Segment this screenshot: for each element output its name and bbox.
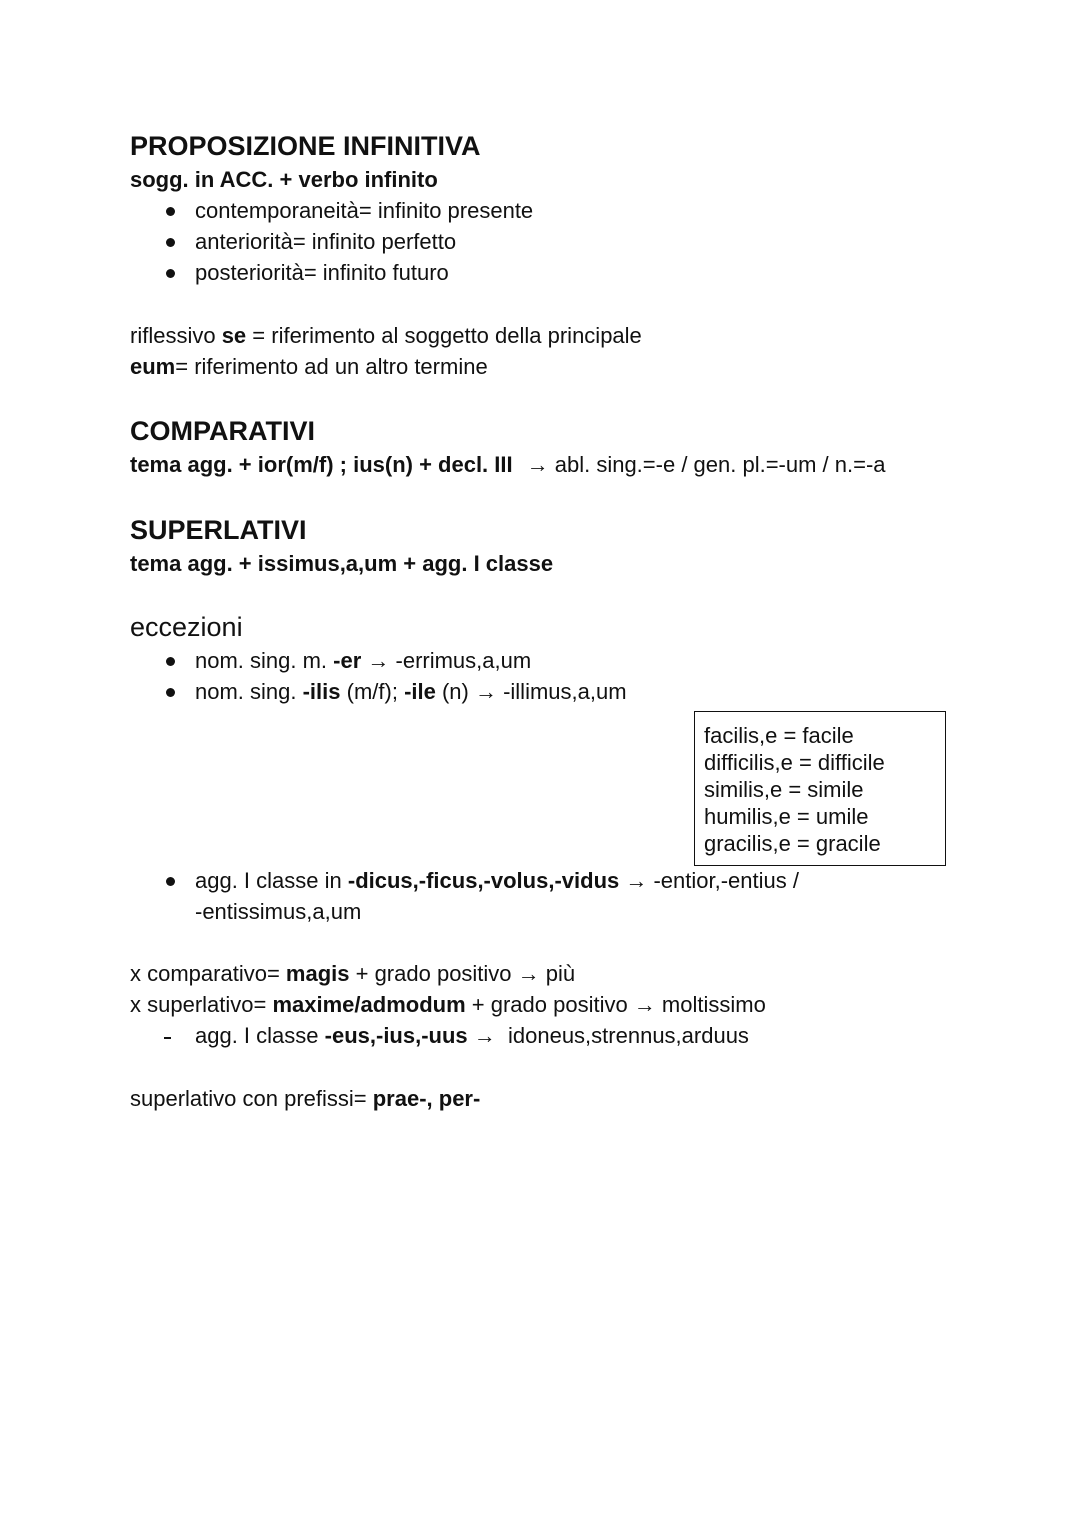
infinitiva-rule: sogg. in ACC. + verbo infinito [130, 167, 438, 192]
list-item: nom. sing. m. -er → -errimus,a,um [195, 648, 532, 673]
list-item: agg. I classe in -dicus,-ficus,-volus,-vidus → -entior,-entius / [195, 868, 799, 893]
superlativi-rule: tema agg. + issimus,a,um + agg. I classe [130, 551, 554, 576]
section-title-comparativi: COMPARATIVI [130, 416, 315, 446]
section-title-superlativi: SUPERLATIVI [130, 515, 307, 545]
dash-icon [164, 1037, 171, 1039]
examples-box [694, 711, 946, 866]
prefissi-line: superlativo con prefissi= prae-, per- [130, 1086, 481, 1111]
bullet-icon [166, 688, 175, 697]
bullet-icon [166, 877, 175, 886]
list-item: posteriorità= infinito futuro [195, 260, 449, 285]
bullet-icon [166, 269, 175, 278]
list-item: anteriorità= infinito perfetto [195, 229, 457, 254]
list-item-continuation: -entissimus,a,um [195, 899, 362, 924]
section-title-infinitiva: PROPOSIZIONE INFINITIVA [130, 131, 481, 161]
bullet-icon [166, 238, 175, 247]
eum-line: eum= riferimento ad un altro termine [130, 354, 488, 379]
example-row: gracilis,e = gracile [704, 831, 881, 856]
bullet-icon [166, 207, 175, 216]
comparativo-line: x comparativo= magis + grado positivo → più [130, 961, 576, 986]
comparativi-rule: tema agg. + ior(m/f) ; ius(n) + decl. III → abl. sing.=-e / gen. pl.=-um / n.=-a [130, 452, 886, 477]
bullet-icon [166, 657, 175, 666]
example-row: humilis,e = umile [704, 804, 869, 829]
riflessivo-line: riflessivo se = riferimento al soggetto della principale [130, 323, 642, 348]
eccezioni-title: eccezioni [130, 612, 243, 642]
superlativo-line: x superlativo= maxime/admodum + grado positivo → moltissimo [130, 992, 766, 1017]
example-row: facilis,e = facile [704, 723, 854, 748]
list-item: nom. sing. -ilis (m/f); -ile (n) → -illimus,a,um [195, 679, 627, 704]
example-row: difficilis,e = difficile [704, 750, 885, 775]
example-row: similis,e = simile [704, 777, 864, 802]
sub-item: agg. I classe -eus,-ius,-uus → idoneus,strennus,arduus [195, 1023, 749, 1048]
list-item: contemporaneità= infinito presente [195, 198, 534, 223]
